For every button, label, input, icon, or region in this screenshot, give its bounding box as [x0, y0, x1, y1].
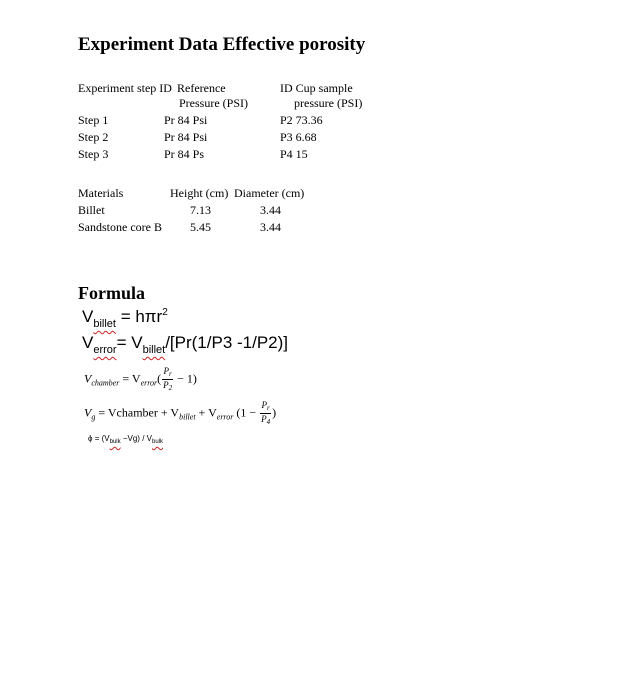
var-v: V	[82, 333, 94, 352]
row-cup: P2 73.36	[280, 113, 323, 127]
formula-phi: ϕ = (V	[88, 434, 110, 443]
row-diameter: 3.44	[260, 203, 281, 217]
formula-v-g	[84, 400, 276, 427]
subscript-g: g	[91, 412, 96, 422]
header-cup-line1: ID Cup sample	[280, 81, 353, 95]
row-reference: Pr 84 Ps	[164, 147, 205, 161]
subscript-bulk: bulk	[109, 439, 121, 445]
page-title: Experiment Data Effective porosity	[78, 34, 366, 55]
row-material: Billet	[78, 203, 105, 217]
subscript-billet: billet	[142, 344, 166, 356]
row-cup: P4 15	[280, 147, 308, 161]
formula-v-error	[82, 333, 288, 356]
numerator-sub: r	[267, 404, 270, 412]
formula-rhs: /[Pr(1/P3 -1/P2)]	[165, 333, 289, 352]
denominator-sub: 4	[266, 418, 271, 426]
paren-open: (1 −	[233, 405, 260, 420]
subscript-error: error	[93, 344, 117, 356]
header-height: Height (cm)	[170, 186, 229, 200]
header-diameter: Diameter (cm)	[234, 186, 305, 200]
subscript-error: error	[140, 378, 158, 388]
denominator: P	[163, 380, 169, 390]
header-materials: Materials	[78, 186, 124, 200]
row-material: Sandstone core B	[78, 220, 162, 234]
subscript-billet: billet	[179, 412, 196, 422]
row-height: 5.45	[190, 220, 211, 234]
subscript-billet: billet	[93, 318, 116, 330]
formula-heading: Formula	[78, 283, 145, 303]
formula-eq: = V	[119, 371, 141, 386]
denominator: P	[261, 414, 267, 424]
subscript-bulk: bulk	[151, 439, 163, 445]
row-step: Step 3	[78, 147, 109, 161]
numerator: P	[163, 366, 170, 376]
formula-v-chamber	[84, 366, 197, 393]
row-diameter: 3.44	[260, 220, 281, 234]
paren-close: )	[272, 405, 277, 420]
header-reference-line2: Pressure (PSI)	[179, 96, 248, 110]
formula-porosity	[88, 434, 163, 445]
fraction-pr-p4	[260, 400, 271, 427]
paren: (	[157, 371, 162, 386]
superscript: 2	[162, 307, 168, 318]
var-v: V	[84, 405, 92, 420]
formula-mid: = Vchamber + V	[95, 405, 180, 420]
var-v: V	[82, 307, 94, 326]
formula-mid: −Vg) / V	[120, 434, 152, 443]
row-step: Step 2	[78, 130, 109, 144]
formula-v-billet	[82, 307, 168, 330]
formula-plus: + V	[195, 405, 217, 420]
row-reference: Pr 84 Psi	[164, 130, 208, 144]
header-step-id: Experiment step ID	[78, 81, 172, 95]
row-height: 7.13	[190, 203, 211, 217]
numerator: P	[261, 400, 267, 410]
formula-rhs: = hπr	[115, 307, 163, 326]
subscript-error: error	[216, 412, 234, 422]
header-reference-line1: Reference	[177, 81, 226, 95]
formula-eq: = V	[116, 333, 143, 352]
row-cup: P3 6.68	[280, 130, 317, 144]
header-cup-line2: pressure (PSI)	[294, 96, 363, 110]
denominator-sub: 2	[168, 384, 173, 392]
subscript-chamber: chamber	[91, 378, 120, 388]
row-reference: Pr 84 Psi	[164, 113, 208, 127]
var-v: V	[84, 371, 92, 386]
formula-tail: − 1)	[174, 371, 197, 386]
fraction-pr-p2	[162, 366, 173, 393]
row-step: Step 1	[78, 113, 109, 127]
numerator-sub: r	[169, 370, 172, 378]
